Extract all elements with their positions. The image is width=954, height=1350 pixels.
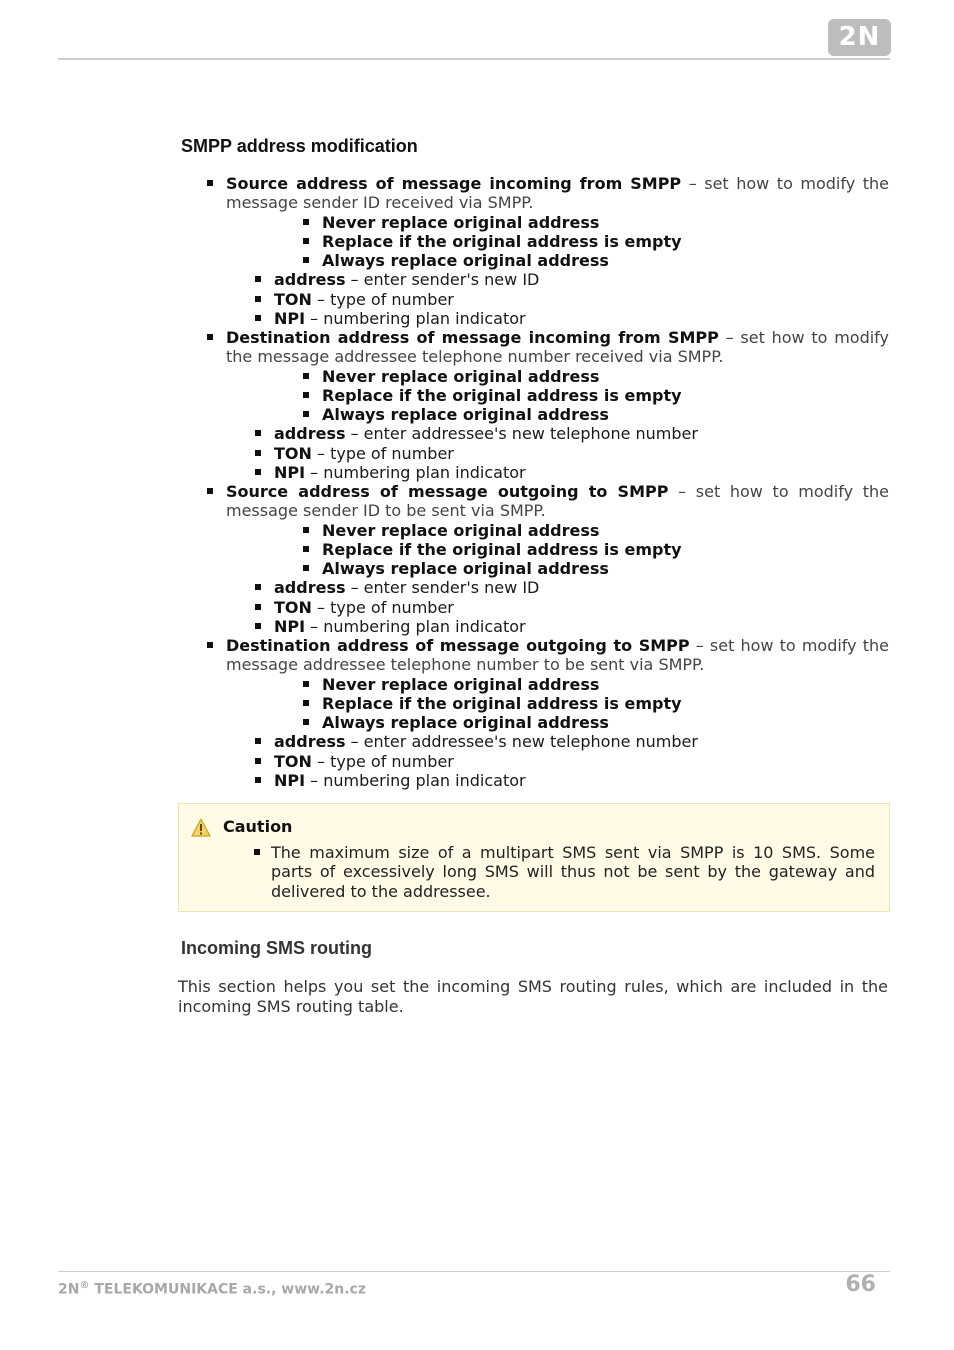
field-item [0,598,954,617]
bullet [255,315,261,321]
list-item [0,174,889,213]
field-item [0,617,954,636]
option-item [0,521,954,540]
section-heading-routing: Incoming SMS routing [181,938,372,958]
field-description: – type of number [311,751,454,771]
option-label: Replace if the original address is empty [322,693,682,713]
bullet [255,623,261,629]
group-description: – set how to modify the message addressee telephone number to be sent via SMPP. [226,636,889,675]
bullet [207,180,213,186]
list-item [0,482,889,521]
field-item [0,732,954,751]
field-description: – enter addressee's new telephone number [345,424,698,444]
option-label: Replace if the original address is empty [322,231,682,251]
field-item [0,270,954,289]
option-label: Replace if the original address is empty [322,385,682,405]
page-number: 66 [845,1272,876,1297]
field-item [0,752,954,771]
bullet [303,411,309,417]
option-item [0,675,954,694]
option-item [0,213,954,232]
option-label: Always replace original address [322,405,609,424]
warning-icon [191,818,211,837]
section-heading-smpp: SMPP address modification [181,136,418,156]
option-label: Replace if the original address is empty [322,539,682,559]
bullet [255,430,261,436]
field-name: address [274,578,346,598]
group-title: Source address of message outgoing to SMPP [226,482,669,501]
field-name: TON [274,443,312,463]
field-description: – numbering plan indicator [305,770,526,790]
bullet [255,450,261,456]
field-description: – enter sender's new ID [345,270,540,290]
footer-company [58,1280,366,1298]
bullet [303,373,309,379]
bullet [303,565,309,571]
field-item [0,463,954,482]
bullet [207,642,213,648]
company-logo: 2N [828,19,891,56]
bullet [303,719,309,725]
bullet [303,257,309,263]
field-description: – numbering plan indicator [305,616,526,636]
header-divider [58,58,890,60]
option-label: Never replace original address [322,674,600,694]
list-item [0,636,889,675]
option-item [0,713,954,732]
option-item [0,405,954,424]
bullet [303,238,309,244]
footer-divider [58,1271,890,1272]
bullet [303,681,309,687]
field-name: NPI [274,770,306,790]
field-description: – numbering plan indicator [305,308,526,328]
bullet [303,392,309,398]
option-label: Never replace original address [322,212,600,232]
group-title: Source address of message incoming from SMPP [226,174,682,193]
field-item [0,444,954,463]
caution-title: Caution [223,817,293,836]
option-item [0,386,954,405]
smpp-options-list [0,174,954,790]
field-name: address [274,270,346,290]
footer-company-suffix: TELEKOMUNIKACE a.s., www.2n.cz [89,1281,366,1298]
field-description: – type of number [311,443,454,463]
registered-mark: ® [79,1280,90,1291]
field-description: – enter addressee's new telephone number [345,732,698,752]
option-label: Never replace original address [322,366,600,386]
bullet [303,527,309,533]
option-label: Always replace original address [322,559,609,578]
caution-item [271,843,875,901]
group-title: Destination address of message incoming from SMPP [226,328,719,347]
bullet [255,584,261,590]
field-name: NPI [274,308,306,328]
caution-text: The maximum size of a multipart SMS sent via SMPP is 10 SMS. Some parts of excessively long SMS will thus not be sent by the gateway and delivered to the addressee. [271,843,875,901]
bullet [207,488,213,494]
field-item [0,309,954,328]
field-name: address [274,732,346,752]
bullet [255,604,261,610]
field-description: – numbering plan indicator [305,462,526,482]
bullet [207,334,213,340]
bullet [254,849,260,855]
field-description: – enter sender's new ID [345,578,540,598]
group-description: – set how to modify the message sender ID to be sent via SMPP. [226,482,889,521]
bullet [255,758,261,764]
option-item [0,694,954,713]
bullet [255,469,261,475]
option-item [0,367,954,386]
group-description: – set how to modify the message sender ID received via SMPP. [226,174,890,213]
option-item [0,251,954,270]
field-name: TON [274,597,312,617]
bullet [255,276,261,282]
group-title: Destination address of message outgoing to SMPP [226,636,690,655]
caution-box [178,803,890,912]
bullet [303,700,309,706]
field-item [0,771,954,790]
option-item [0,559,954,578]
bullet [255,296,261,302]
option-label: Always replace original address [322,713,609,732]
option-item [0,540,954,559]
list-item [0,328,889,367]
bullet [303,546,309,552]
field-name: TON [274,289,312,309]
field-name: address [274,424,346,444]
field-item [0,578,954,597]
field-description: – type of number [311,597,454,617]
bullet [255,777,261,783]
group-description: – set how to modify the message addressee telephone number received via SMPP. [226,328,889,367]
option-label: Always replace original address [322,251,609,270]
field-name: NPI [274,616,306,636]
option-item [0,232,954,251]
field-name: NPI [274,462,306,482]
routing-intro-text: This section helps you set the incoming SMS routing rules, which are included in the incoming SMS routing table. [178,977,888,1016]
field-item [0,290,954,309]
footer-company-prefix: 2N [58,1281,80,1298]
field-description: – type of number [311,289,454,309]
field-name: TON [274,751,312,771]
bullet [255,738,261,744]
option-label: Never replace original address [322,520,600,540]
field-item [0,424,954,443]
bullet [303,219,309,225]
